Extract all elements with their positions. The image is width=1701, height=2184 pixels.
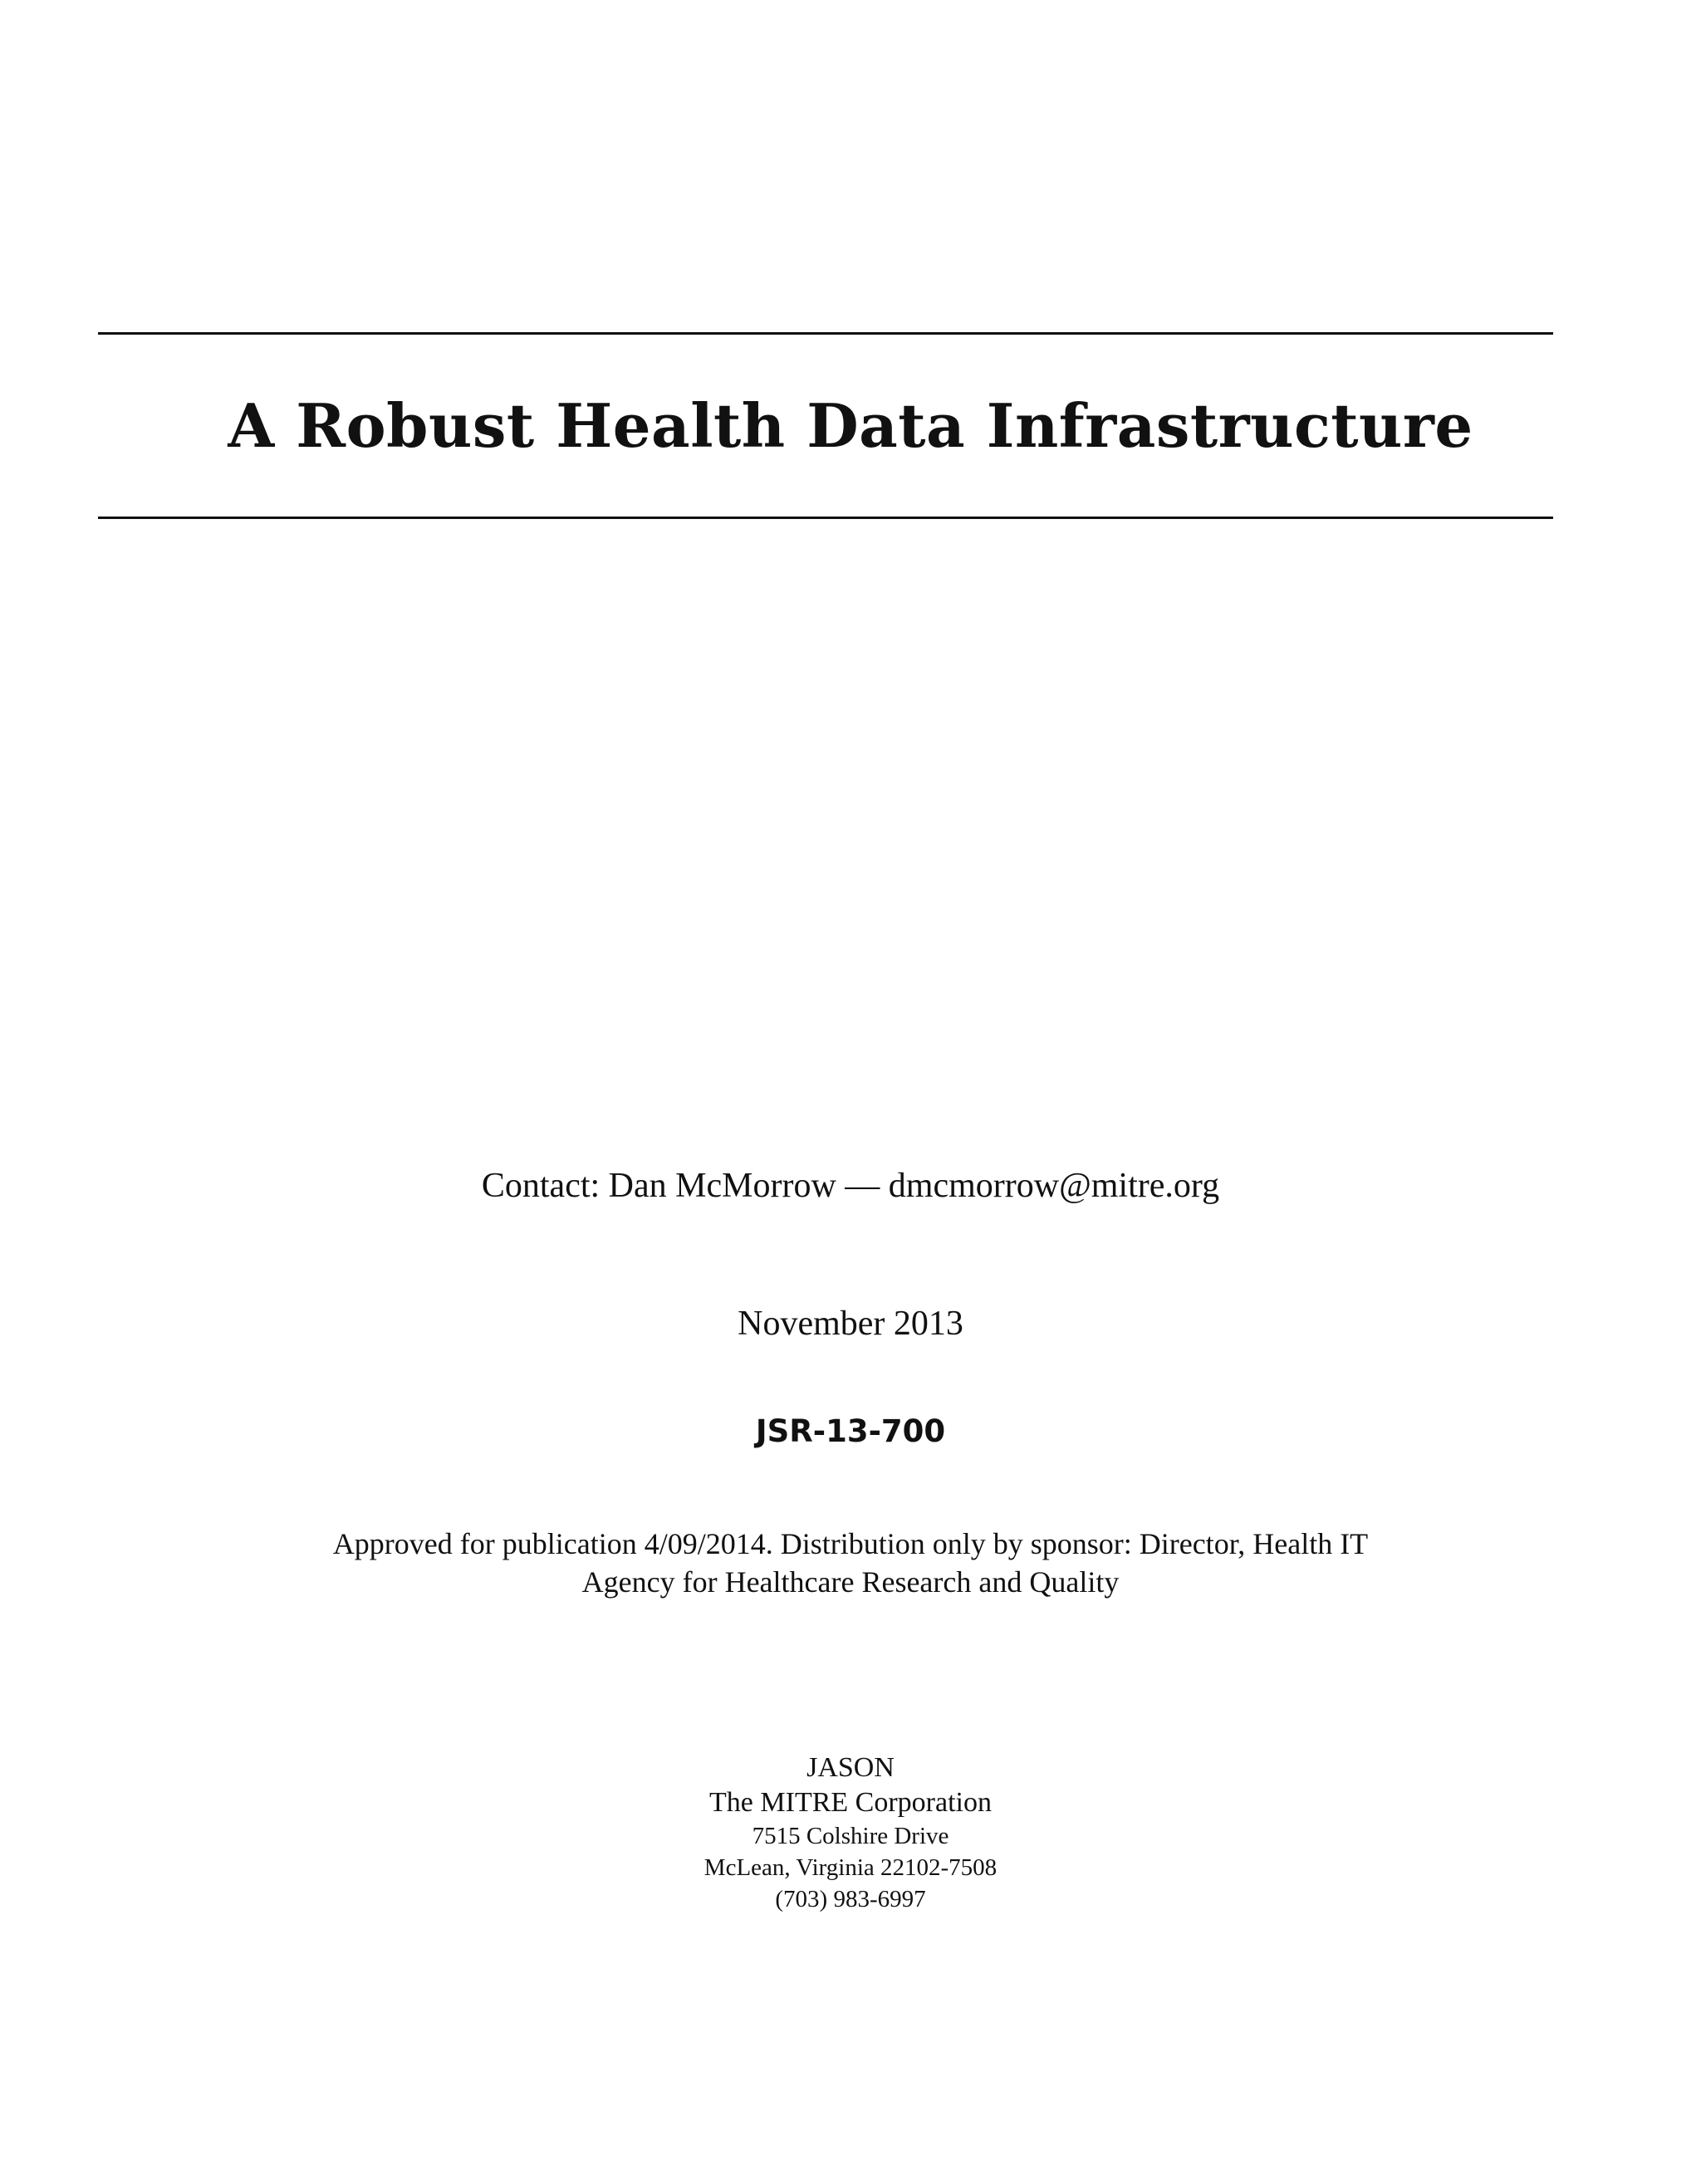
approval-line-2: Agency for Healthcare Research and Quality (581, 1565, 1120, 1599)
address-city: McLean, Virginia 22102-7508 (703, 1854, 998, 1881)
title-bottom-rule (98, 517, 1553, 519)
approval-block (0, 1525, 1701, 1601)
approval-line-1: Approved for publication 4/09/2014. Distribution only by sponsor: Director, Health IT (332, 1527, 1369, 1560)
title-top-rule (98, 332, 1553, 335)
report-number: JSR-13-700 (755, 1413, 946, 1449)
contact-line: Contact: Dan McMorrow — dmcmorrow@mitre.org (481, 1167, 1220, 1205)
address-block (0, 1751, 1701, 1915)
publication-date: November 2013 (738, 1305, 963, 1343)
address-company: The MITRE Corporation (709, 1787, 992, 1818)
document-title: A Robust Health Data Infrastructure (228, 390, 1473, 461)
address-street: 7515 Colshire Drive (752, 1823, 949, 1849)
address-phone: (703) 983-6997 (775, 1886, 926, 1912)
address-org: JASON (806, 1752, 895, 1783)
